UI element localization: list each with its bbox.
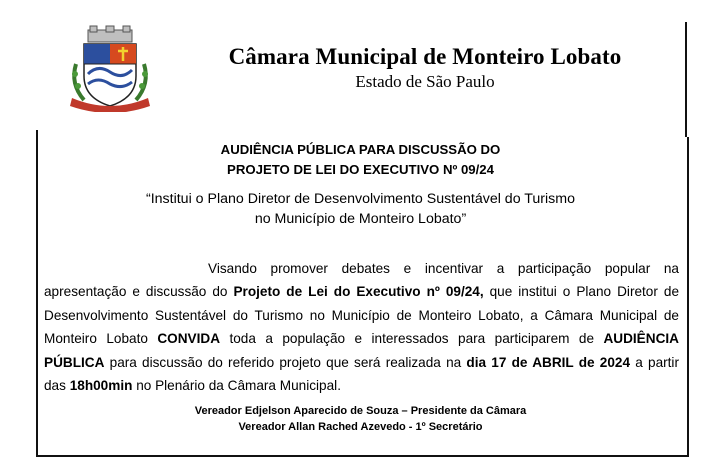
coat-of-arms-icon <box>66 24 154 112</box>
body-text: toda a população e interessados para participarem de <box>220 331 604 347</box>
body-text: Visando promover debates e incentivar a participação popular na apresentação e discussão do <box>44 261 679 300</box>
body-text: a partir das <box>44 354 679 394</box>
notice-title <box>38 140 683 180</box>
signature-line: Vereador Allan Rached Azevedo - 1º Secretário <box>238 421 483 433</box>
body-text: no Plenário da Câmara Municipal. <box>132 378 341 394</box>
event-name: AUDIÊNCIA PÚBLICA <box>44 331 679 370</box>
subject-line: “Institui o Plano Diretor de Desenvolvimento Sustentável do Turismo <box>146 191 575 207</box>
signature-line: Vereador Edjelson Aparecido de Souza – Presidente da Câmara <box>194 405 527 417</box>
subject-line: no Município de Monteiro Lobato” <box>254 211 467 227</box>
notice-title-line: AUDIÊNCIA PÚBLICA PARA DISCUSSÃO DO <box>220 142 501 157</box>
page-title: Câmara Municipal de Monteiro Lobato <box>228 44 622 69</box>
notice-body <box>44 257 679 397</box>
notice-title-line: PROJETO DE LEI DO EXECUTIVO Nº 09/24 <box>227 162 494 177</box>
event-date: dia 17 de ABRIL de 2024 <box>466 354 631 370</box>
signatures <box>38 403 683 435</box>
event-time: 18h00min <box>69 378 133 394</box>
body-text: que institui o Plano Diretor de Desenvolvimento Sustentável do Turismo no Município de Monteiro Lobato, a Câmara Municipal de Monteiro Lobato <box>44 284 679 347</box>
frame-divider <box>685 22 687 137</box>
page-subtitle: Estado de São Paulo <box>355 72 495 91</box>
notice-subject <box>38 189 683 229</box>
invitation-word: CONVIDA <box>157 331 221 347</box>
bill-reference: Projeto de Lei do Executivo nº 09/24, <box>233 284 484 300</box>
body-text: para discussão do referido projeto que será realizada na <box>104 354 467 370</box>
